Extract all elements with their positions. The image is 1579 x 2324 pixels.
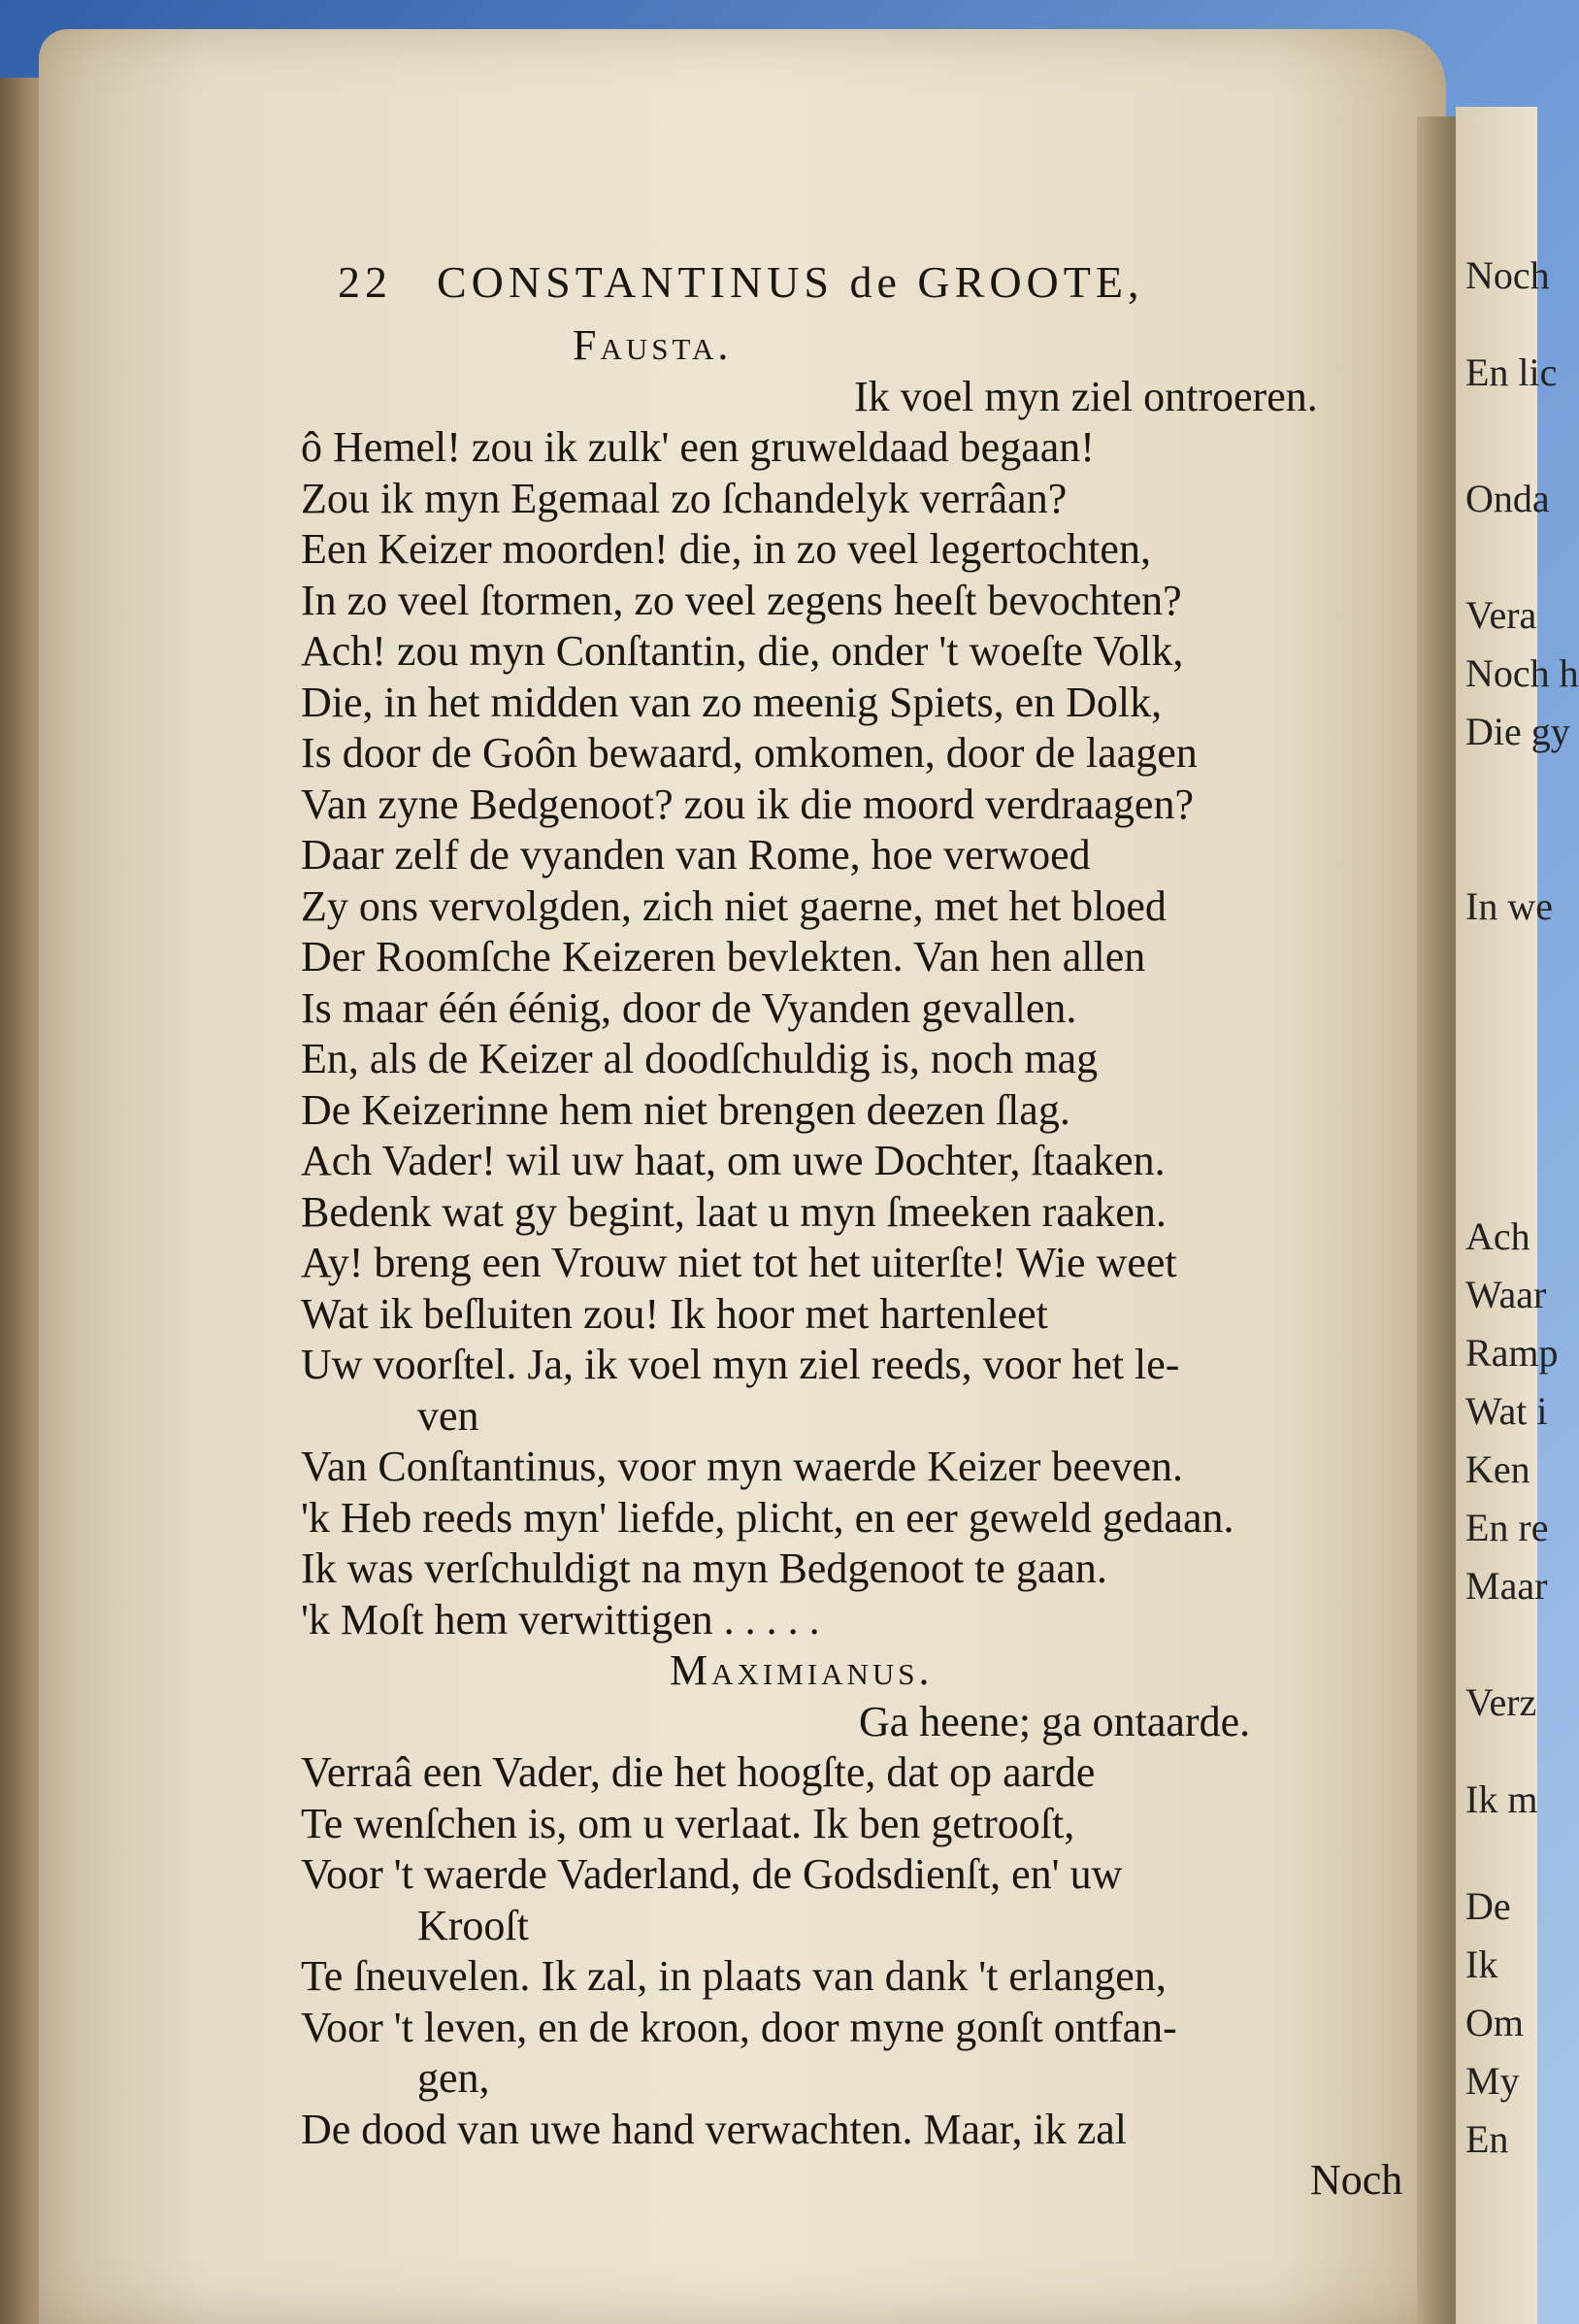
facing-page-fragment: De [1465,1884,1511,1928]
catchword: Noch [1310,2156,1403,2204]
running-header [301,243,1417,320]
verse-line-continuation: gen, [417,2054,490,2102]
verse-line-continuation: ven [417,1391,479,1440]
facing-page-fragment: In we [1465,884,1553,928]
verse-line: Ay! breng een Vrouw niet tot het uiterſte! Wie weet [301,1239,1177,1286]
facing-page-fragment: En [1465,2117,1509,2161]
verse-line: Ik voel myn ziel ontroeren. [854,372,1318,420]
verse-line: 'k Heb reeds myn' liefde, plicht, en eer geweld gedaan. [301,1493,1234,1542]
facing-page-fragment: Waar [1465,1273,1547,1316]
verse-line: Verraâ een Vader, die het hoogſte, dat op aarde [301,1748,1096,1796]
facing-page-fragment: Onda [1465,477,1550,520]
verse-line: Te wenſchen is, om u verlaat. Ik ben getrooſt, [301,1799,1075,1847]
verse-lines [301,320,1417,2207]
facing-page-fragment: Ach [1465,1214,1530,1258]
running-title: CONSTANTINUS de GROOTE, [437,257,1144,307]
facing-page-fragment: Om [1465,2001,1524,2044]
page-number: 22 [338,257,392,307]
facing-page [1456,107,1579,2324]
verse-line: De dood van uwe hand verwachten. Maar, ik zal [301,2105,1128,2153]
facing-page-fragment: Noch h [1465,651,1579,695]
verse-line: Ik was verſchuldigt na myn Bedgenoot te gaan. [301,1544,1107,1592]
verse-line: Ach Vader! wil uw haat, om uwe Dochter, ſtaaken. [301,1137,1166,1184]
verse-line: En, als de Keizer al doodſchuldig is, noch mag [301,1035,1099,1082]
verse-line: Uw voorſtel. Ja, ik voel myn ziel reeds, voor het le- [301,1341,1180,1388]
facing-page-fragment: Vera [1465,593,1537,637]
verse-line: Is door de Goôn bewaard, omkomen, door de laagen [301,729,1198,777]
facing-page-fragment: Wat i [1465,1389,1548,1433]
verse-line: Van zyne Bedgenoot? zou ik die moord verdraagen? [301,780,1194,828]
page-text [301,243,1417,2207]
speaker-name: Maximianus. [670,1646,934,1694]
verse-line: Die, in het midden van zo meenig Spiets, en Dolk, [301,678,1163,726]
verse-line-continuation: Krooſt [417,1901,529,1949]
verse-line: Voor 't waerde Vaderland, de Godsdienſt, en' uw [301,1850,1123,1898]
speaker-name: Fausta. [573,321,733,369]
verse-line: Zou ik myn Egemaal zo ſchandelyk verrâan? [301,474,1068,522]
verse-line: De Keizerinne hem niet brengen deezen ſlag. [301,1085,1070,1134]
verse-line: Te ſneuvelen. Ik zal, in plaats van dank 't erlangen, [301,1952,1167,2000]
facing-page-fragment: Ik [1465,1942,1498,1986]
facing-page-fragment: Ken [1465,1447,1530,1491]
facing-page-fragment: Noch [1465,253,1550,297]
verse-line: Voor 't leven, en de kroon, door myne gonſt ontfan- [301,2003,1177,2051]
facing-page-fragment: Verz [1465,1680,1537,1724]
facing-page-fragment: Die gy [1465,710,1570,753]
verse-line: Een Keizer moorden! die, in zo veel legertochten, [301,525,1151,573]
facing-page-fragment: Ramp [1465,1331,1559,1375]
facing-page-fragment: En lic [1465,350,1558,394]
verse-line: Wat ik beſluiten zou! Ik hoor met hartenleet [301,1289,1048,1338]
verse-line: In zo veel ſtormen, zo veel zegens heeſt bevochten? [301,576,1182,624]
verse-line: 'k Moſt hem verwittigen . . . . . [301,1595,820,1643]
verse-line: Ach! zou myn Conſtantin, die, onder 't woeſte Volk, [301,627,1184,675]
verse-line: Van Conſtantinus, voor myn waerde Keizer beeven. [301,1443,1184,1490]
verse-line: Der Roomſche Keizeren bevlekten. Van hen allen [301,933,1146,980]
facing-page-fragment: Ik m [1465,1777,1538,1821]
verse-line: Daar zelf de vyanden van Rome, hoe verwoed [301,831,1091,879]
verse-line: ô Hemel! zou ik zulk' een gruweldaad begaan! [301,423,1095,471]
facing-page-fragment: Maar [1465,1564,1548,1608]
verse-line: Is maar één éénig, door de Vyanden gevallen. [301,983,1077,1032]
facing-page-fragment: En re [1465,1506,1549,1549]
verse-line: Zy ons vervolgden, zich niet gaerne, met het bloed [301,881,1167,930]
verse-line: Ga heene; ga ontaarde. [859,1697,1251,1745]
facing-page-fragment: My [1465,2059,1520,2103]
verse-line: Bedenk wat gy begint, laat u myn ſmeeken raaken. [301,1187,1167,1236]
